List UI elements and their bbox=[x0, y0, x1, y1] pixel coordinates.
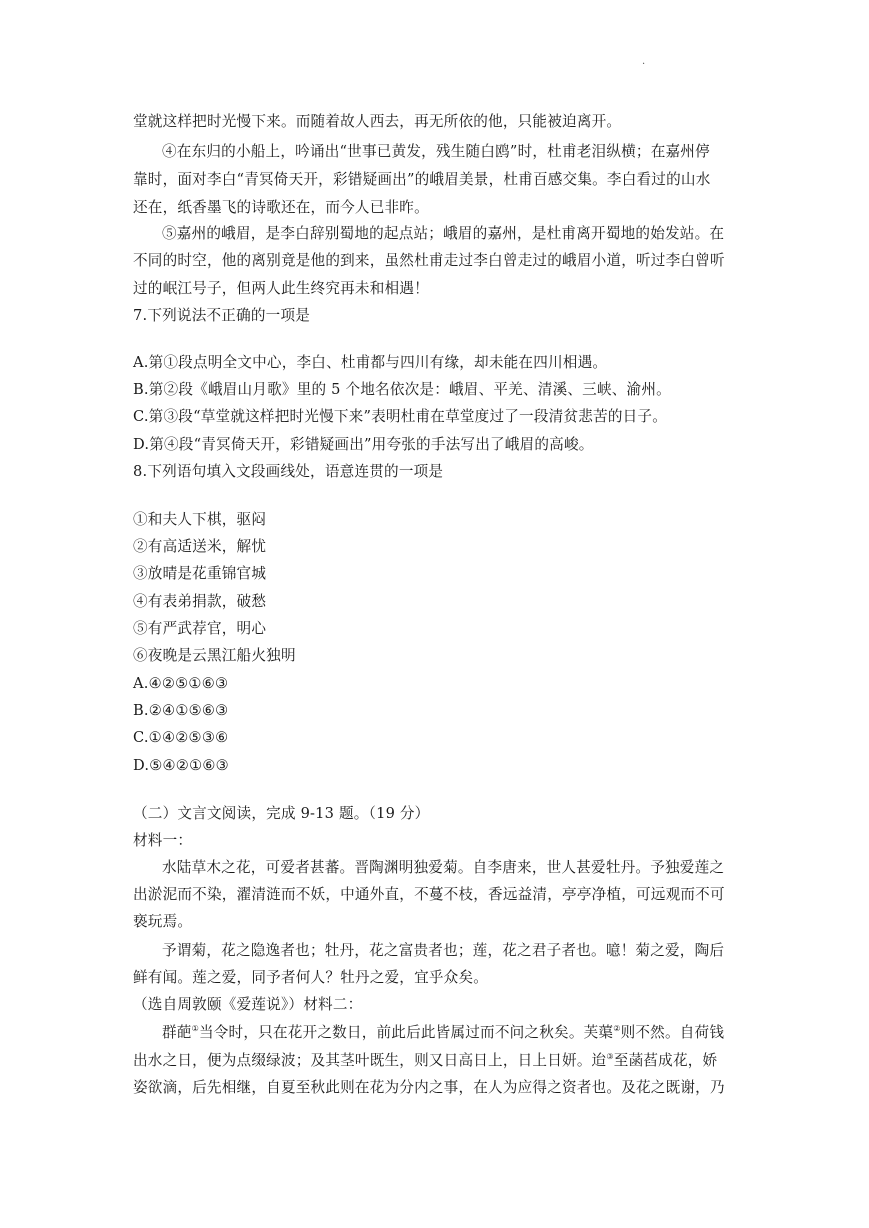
question-8-option-a: A.④②⑤①⑥③ bbox=[133, 675, 229, 692]
footnote-marker: ② bbox=[613, 1024, 621, 1034]
section-2-heading: （二）文言文阅读，完成 9-13 题。（19 分） bbox=[133, 805, 430, 822]
material-2-text: 则不然。自荷钱 bbox=[620, 1024, 725, 1041]
question-8-item: ①和夫人下棋，驱闷 bbox=[133, 511, 267, 528]
question-7-option-c: C.第③段“草堂就这样把时光慢下来”表明杜甫在草堂度过了一段清贫悲苦的日子。 bbox=[133, 408, 667, 425]
paragraph-4-line: 靠时，面对李白“青冥倚天开，彩错疑画出”的峨眉美景，杜甫百感交集。李白看过的山水 bbox=[133, 171, 711, 188]
material-2-line bbox=[162, 1023, 724, 1043]
question-8-option-b: B.②④①⑤⑥③ bbox=[133, 702, 229, 719]
material-1-line: 鲜有闻。莲之爱，同予者何人？牡丹之爱，宜乎众矣。 bbox=[133, 969, 489, 986]
paragraph-5-line: 不同的时空，他的离别竟是他的到来，虽然杜甫走过李白曾走过的峨眉小道，听过李白曾听 bbox=[133, 252, 725, 269]
question-8-item: ③放晴是花重锦官城 bbox=[133, 565, 267, 582]
material-2-text: 出水之日，便为点缀绿波；及其茎叶既生，则又日高日上，日上日妍。迨 bbox=[133, 1052, 607, 1069]
paragraph-5-line: ⑤嘉州的峨眉，是李白辞别蜀地的起点站；峨眉的嘉州，是杜甫离开蜀地的始发站。在 bbox=[162, 225, 725, 242]
material-1-line: 水陆草木之花，可爱者甚蕃。晋陶渊明独爱菊。自李唐来，世人甚爱牡丹。予独爱莲之 bbox=[162, 859, 725, 876]
paragraph-4-line: ④在东归的小船上，吟诵出“世事已黄发，残生随白鸥”时，杜甫老泪纵横；在嘉州停 bbox=[162, 143, 710, 160]
question-7-stem: 7.下列说法不正确的一项是 bbox=[133, 307, 311, 324]
material-2-line: 姿欲滴，后先相继，自夏至秋此则在花为分内之事，在人为应得之资者也。及花之既谢，乃 bbox=[133, 1079, 725, 1096]
page-dot-mark: . bbox=[642, 56, 646, 67]
paragraph-4-line: 还在，纸香墨飞的诗歌还在，而今人已非昨。 bbox=[133, 199, 429, 216]
material-1-line: 出淤泥而不染，濯清涟而不妖，中通外直，不蔓不枝，香远益清，亭亭净植，可远观而不可 bbox=[133, 886, 725, 903]
question-8-item: ④有表弟捐款，破愁 bbox=[133, 593, 267, 610]
material-1-label: 材料一： bbox=[133, 832, 193, 849]
footnote-marker: ③ bbox=[606, 1052, 614, 1062]
material-2-source: （选自周敦颐《爱莲说》）材料二： bbox=[133, 996, 363, 1013]
passage-line: 堂就这样把时光慢下来。而随着故人西去，再无所依的他，只能被迫离开。 bbox=[133, 113, 622, 130]
question-8-stem: 8.下列语句填入文段画线处，语意连贯的一项是 bbox=[133, 463, 444, 480]
question-8-option-c: C.①④②⑤③⑥ bbox=[133, 729, 229, 746]
material-2-line bbox=[133, 1051, 717, 1071]
question-7-option-d: D.第④段“青冥倚天开，彩错疑画出”用夸张的手法写出了峨眉的高峻。 bbox=[133, 436, 594, 453]
footnote-marker: ① bbox=[191, 1024, 199, 1034]
question-8-item: ⑥夜晚是云黑江船火独明 bbox=[133, 647, 296, 664]
material-2-text: 群葩 bbox=[162, 1024, 192, 1041]
question-7-option-a: A.第①段点明全文中心，李白、杜甫都与四川有缘，却未能在四川相遇。 bbox=[133, 354, 608, 371]
question-8-item: ⑤有严武荐官，明心 bbox=[133, 620, 267, 637]
question-8-item: ②有高适送米，解忧 bbox=[133, 538, 267, 555]
paragraph-5-line: 过的岷江号子，但两人此生终究再未和相遇！ bbox=[133, 280, 429, 297]
question-7-option-b: B.第②段《峨眉山月歌》里的 5 个地名依次是：峨眉、平羌、清溪、三峡、渝州。 bbox=[133, 381, 671, 398]
question-8-option-d: D.⑤④②①⑥③ bbox=[133, 757, 229, 774]
material-2-text: 当令时，只在花开之数日，前此后此皆属过而不问之秋矣。芙蕖 bbox=[198, 1024, 614, 1041]
material-1-line: 亵玩焉。 bbox=[133, 913, 193, 930]
material-1-line: 予谓菊，花之隐逸者也；牡丹，花之富贵者也；莲，花之君子者也。噫！菊之爱，陶后 bbox=[162, 942, 725, 959]
material-2-text: 至菡萏成花，娇 bbox=[613, 1052, 718, 1069]
